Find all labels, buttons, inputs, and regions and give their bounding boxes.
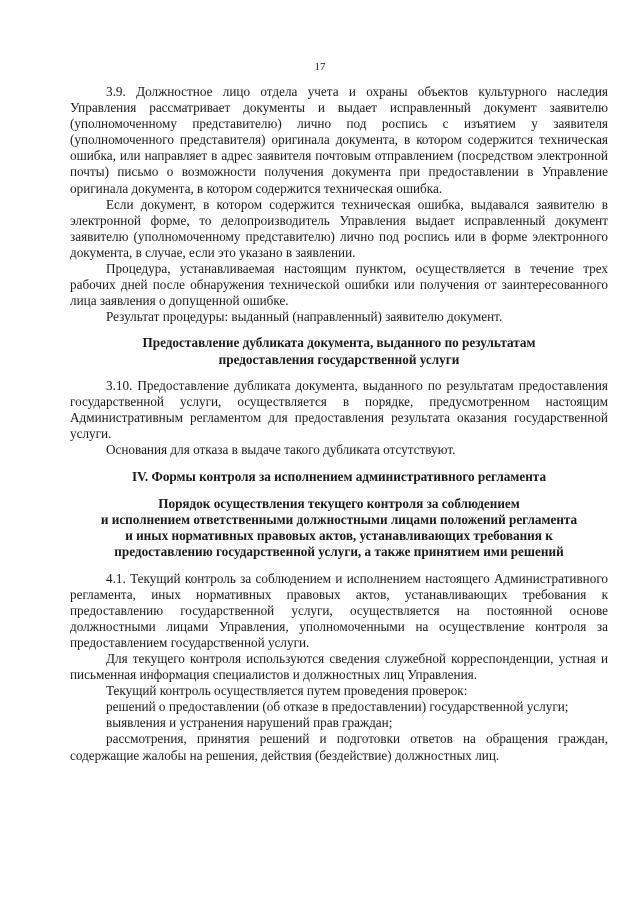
heading-duplicate — [70, 335, 608, 367]
heading-line: и исполнением ответственными должностными лицами положений регламента — [100, 512, 578, 528]
heading-line: и иных нормативных правовых актов, устанавливающих требования к — [125, 528, 553, 544]
heading-line: Порядок осуществления текущего контроля за соблюдением — [158, 496, 520, 512]
paragraph-procedure-result: Результат процедуры: выданный (направленный) заявителю документ. — [106, 309, 503, 325]
paragraph-electronic-form: Если документ, в котором содержится техническая ошибка, выдавался заявителю в электронной форме, то делопроизводитель Управления выдает исправленный документ заявителю (уполномоченному представителю) лично под роспись или в форме электронного документа, в случае, если это указано в заявлении. — [70, 196, 608, 260]
heading-line: предоставления государственной услуги — [218, 351, 460, 367]
heading-line: Предоставление дубликата документа, выданного по результатам — [142, 335, 536, 351]
paragraph-procedure-term: Процедура, устанавливаемая настоящим пунктом, осуществляется в течение трех рабочих дней после обнаружения технической ошибки или получения от заинтересованного лица заявления о допущенной ошибке. — [70, 261, 608, 309]
paragraph-control-checks: Текущий контроль осуществляется путем проведения проверок: — [106, 683, 468, 699]
heading-current-control — [70, 496, 608, 560]
list-item: решений о предоставлении (об отказе в предоставлении) государственной услуги; — [106, 699, 569, 715]
heading-line: IV. Формы контроля за исполнением административного регламента — [131, 469, 547, 485]
list-item: выявления и устранения нарушений прав граждан; — [106, 715, 393, 731]
paragraph-control-sources: Для текущего контроля используются сведения служебной корреспонденции, устная и письменная информация специалистов и должностных лиц Управления. — [70, 651, 608, 683]
paragraph-4-1: 4.1. Текущий контроль за соблюдением и исполнением настоящего Административного регламента, иных нормативных правовых актов, устанавливающих требования к предоставлению государственной услуги, осуществляется на постоянной основе должностными лицами Управления, уполномоченными на осуществление контроля за предоставлением государственной услуги. — [70, 570, 608, 650]
document-body — [70, 84, 608, 764]
list-item: рассмотрения, принятия решений и подготовки ответов на обращения граждан, содержащие жалобы на решения, действия (бездействие) должностных лиц. — [70, 731, 608, 763]
paragraph-3-9: 3.9. Должностное лицо отдела учета и охраны объектов культурного наследия Управления рассматривает документы и выдает исправленный документ заявителю (уполномоченному представителю) лично под роспись с изъятием у заявителя (уполномоченного представителя) оригинала документа, в котором содержится техническая ошибка, или направляет в адрес заявителя почтовым отправлением (посредством электронной почты) письмо о возможности получения документа при предоставлении в Управление оригинала документа, в котором содержится техническая ошибка. — [70, 84, 608, 196]
paragraph-no-refusal: Основания для отказа в выдаче такого дубликата отсутствуют. — [106, 441, 456, 457]
heading-line: предоставлению государственной услуги, а также принятием ими решений — [114, 544, 564, 560]
section-heading-iv — [70, 469, 608, 485]
paragraph-3-10: 3.10. Предоставление дубликата документа, выданного по результатам предоставления государственной услуги, осуществляется в порядке, предусмотренном настоящим Административным регламентом для предоставления результата оказания государственной услуги. — [70, 377, 608, 441]
page-number: 17 — [314, 61, 326, 73]
